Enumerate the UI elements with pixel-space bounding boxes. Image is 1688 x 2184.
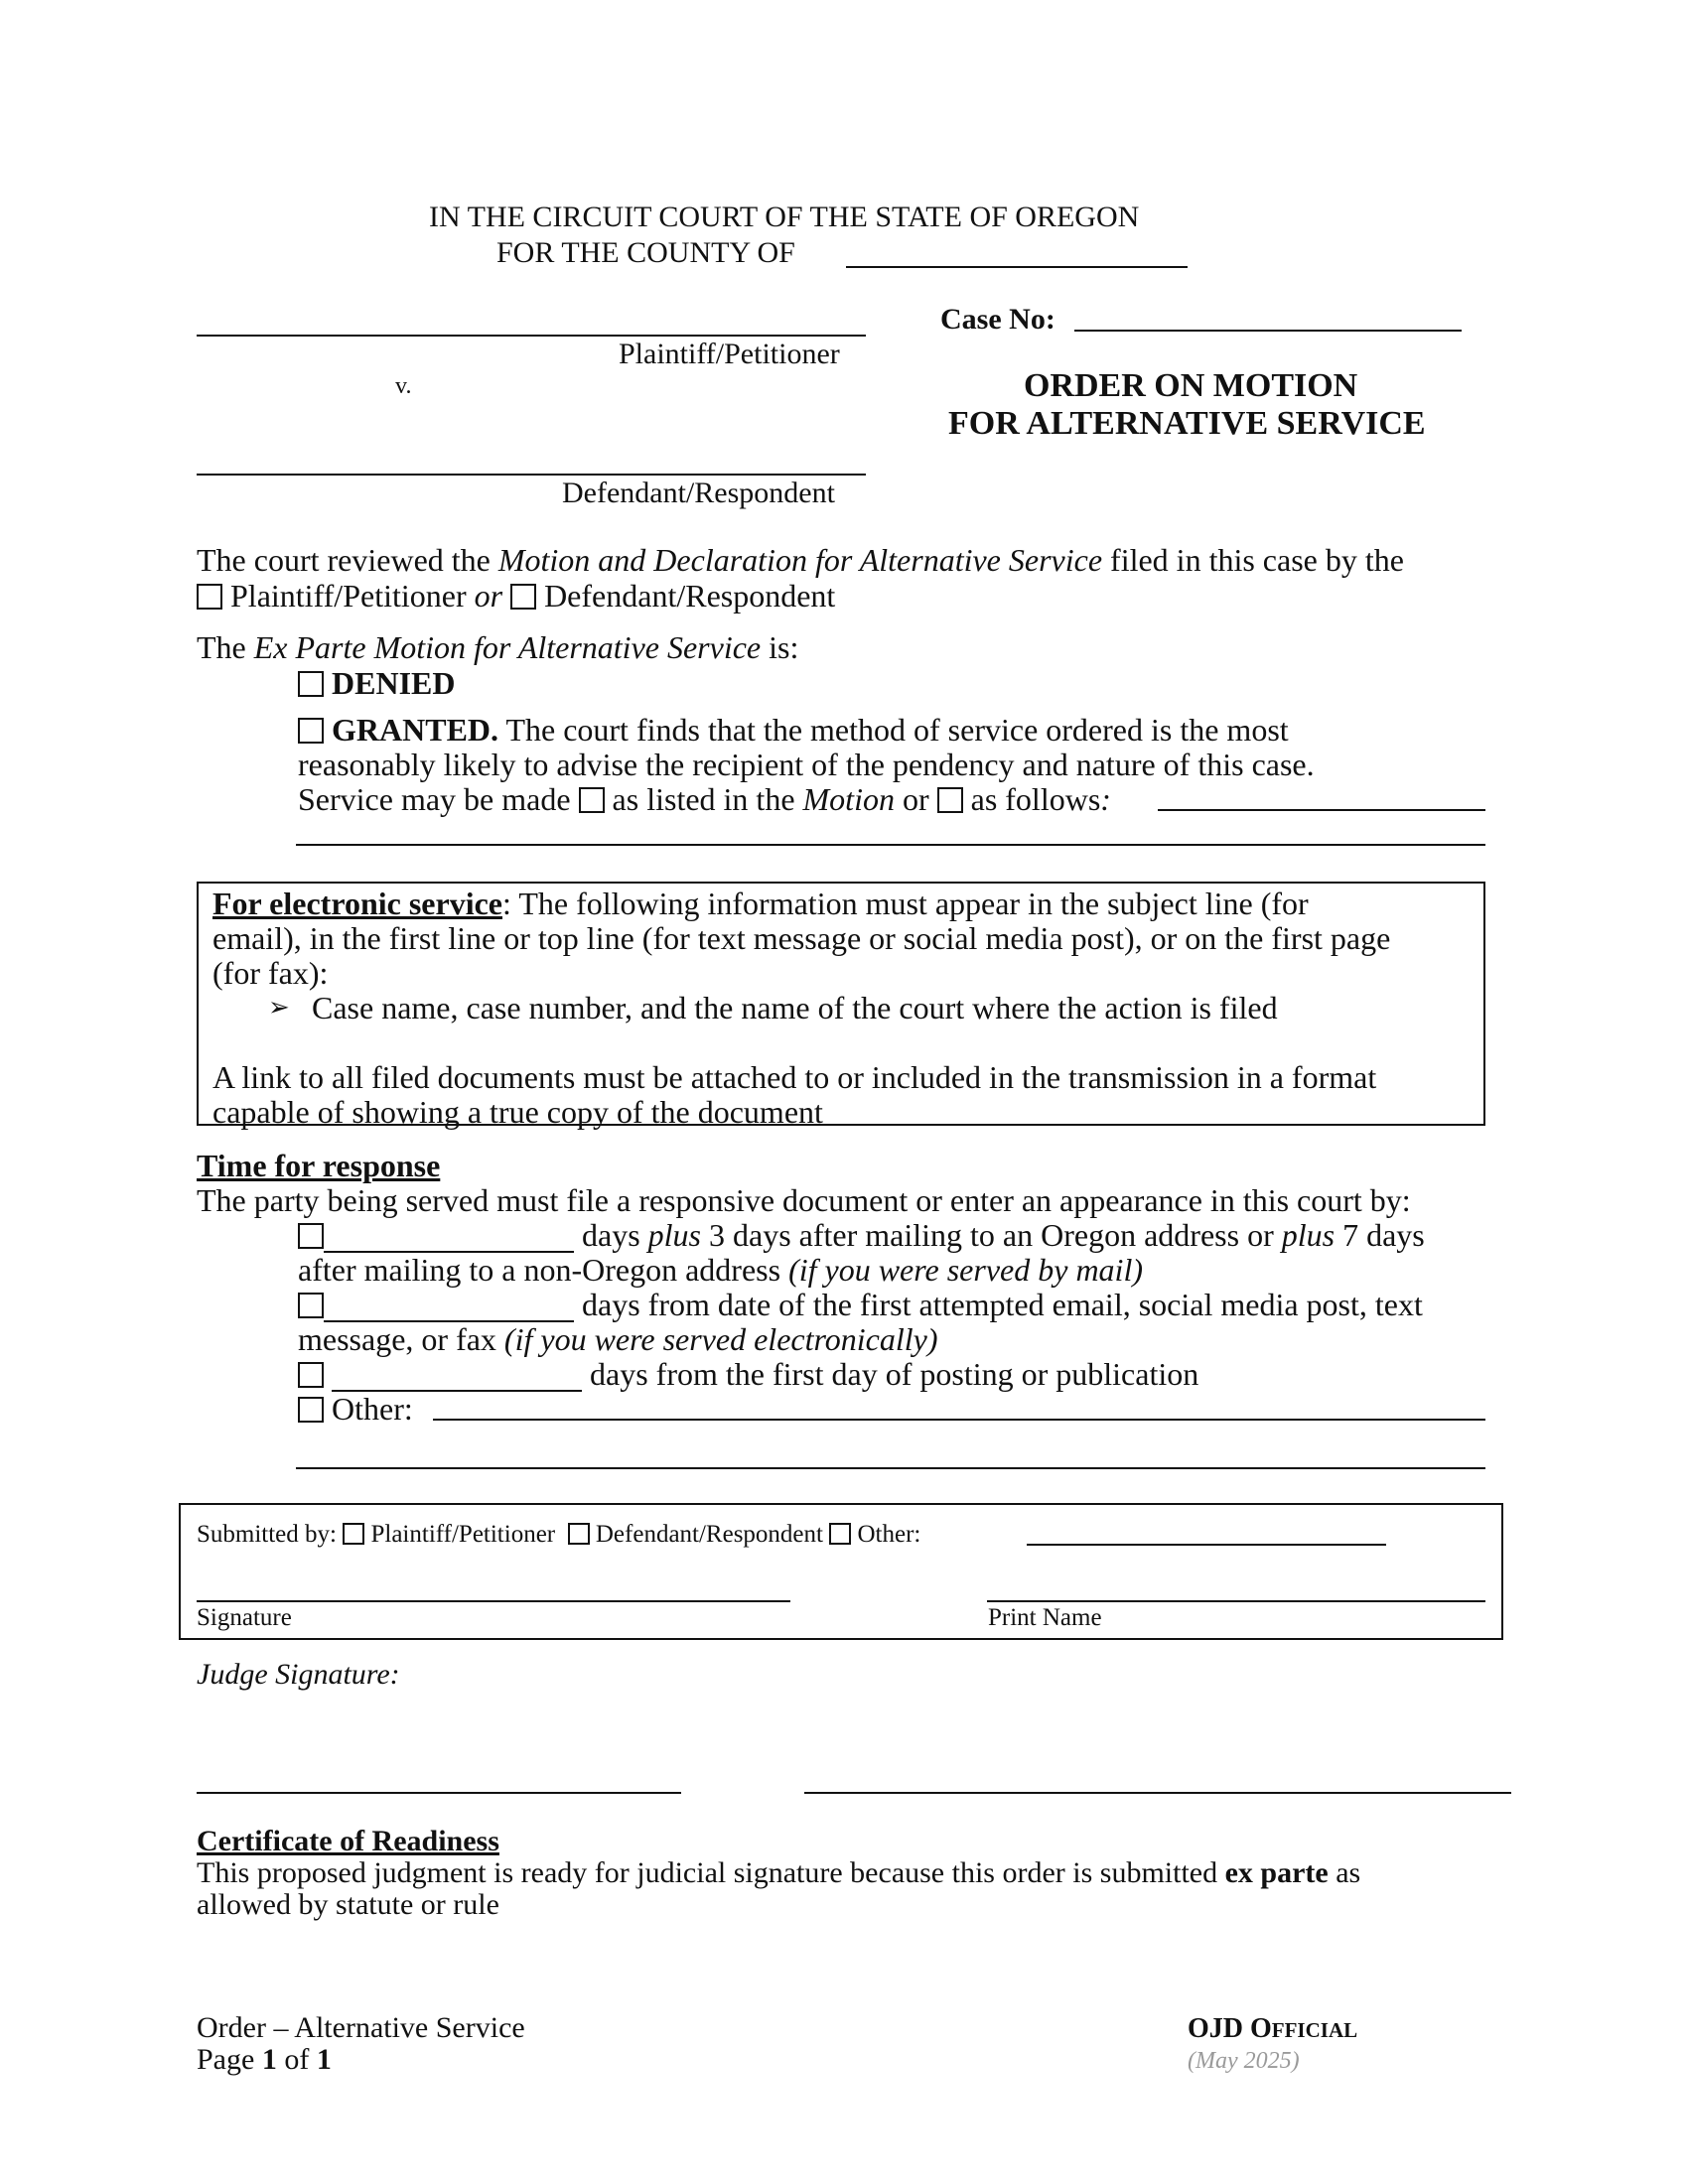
as-follows-field-line2[interactable] <box>296 844 1485 846</box>
judge-signature-line-left[interactable] <box>197 1792 681 1794</box>
judge-signature-line-right[interactable] <box>804 1792 1511 1794</box>
title-line1: ORDER ON MOTION <box>1024 367 1358 404</box>
service-method-line: Service may be made as listed in the Motion or as follows: <box>298 781 1111 817</box>
certificate-line2: allowed by statute or rule <box>197 1888 499 1921</box>
electronic-service-line3: (for fax): <box>212 955 329 991</box>
electronic-link-line1: A link to all filed documents must be attached to or included in the transmission in a format <box>212 1059 1377 1095</box>
review-line2: Plaintiff/Petitioner or Defendant/Respondent <box>197 578 835 614</box>
defendant-label: Defendant/Respondent <box>562 477 835 509</box>
as-listed-checkbox[interactable] <box>579 787 605 813</box>
plaintiff-label: Plaintiff/Petitioner <box>619 338 840 370</box>
electronic-link-line2: capable of showing a true copy of the document <box>212 1094 823 1130</box>
time-response-intro: The party being served must file a responsive document or enter an appearance in this court by: <box>197 1182 1411 1218</box>
footer-revision-date: (May 2025) <box>1188 2048 1300 2074</box>
review-line1: The court reviewed the Motion and Declaration for Alternative Service filed in this case by the <box>197 542 1404 578</box>
mail-days-checkbox[interactable] <box>298 1223 324 1249</box>
electronic-service-line1: For electronic service: The following information must appear in the subject line (for <box>212 886 1309 921</box>
electronic-service-heading: For electronic service <box>212 886 502 921</box>
bullet-arrow-icon: ➢ <box>268 993 290 1022</box>
electronic-service-bullet: Case name, case number, and the name of the court where the action is filed <box>312 990 1278 1025</box>
submitted-other-checkbox[interactable] <box>829 1523 851 1545</box>
posting-option: days from the first day of posting or publication <box>298 1356 1198 1392</box>
plaintiff-checkbox[interactable] <box>197 584 222 610</box>
granted-option: GRANTED. The court finds that the method of service ordered is the most <box>298 712 1289 748</box>
time-response-heading: Time for response <box>197 1148 441 1183</box>
submitter-print-name-line[interactable] <box>987 1600 1485 1602</box>
mail-days-field[interactable] <box>324 1223 574 1253</box>
electronic-option-line1: days from date of the first attempted email, social media post, text <box>298 1287 1423 1322</box>
footer-page-number: Page 1 of 1 <box>197 2043 332 2076</box>
other-checkbox[interactable] <box>298 1397 324 1423</box>
granted-text-line2: reasonably likely to advise the recipient of the pendency and nature of this case. <box>298 747 1315 782</box>
other-field-line2[interactable] <box>296 1467 1485 1469</box>
case-no-field-line[interactable] <box>1074 330 1462 332</box>
court-county-label: FOR THE COUNTY OF <box>496 236 795 269</box>
submitted-by-line: Submitted by: Plaintiff/Petitioner Defendant/Respondent Other: <box>197 1521 921 1548</box>
footer-form-name: Order – Alternative Service <box>197 2011 525 2044</box>
granted-checkbox[interactable] <box>298 718 324 744</box>
as-follows-field-line1[interactable] <box>1158 809 1485 811</box>
title-line2: FOR ALTERNATIVE SERVICE <box>948 405 1426 442</box>
denied-checkbox[interactable] <box>298 671 324 697</box>
plaintiff-name-line[interactable] <box>197 335 866 337</box>
certificate-heading: Certificate of Readiness <box>197 1825 499 1857</box>
submitted-defendant-checkbox[interactable] <box>568 1523 590 1545</box>
posting-days-checkbox[interactable] <box>298 1362 324 1388</box>
motion-status-intro: The Ex Parte Motion for Alternative Service is: <box>197 629 799 665</box>
county-field-line[interactable] <box>846 266 1188 268</box>
other-option: Other: <box>298 1391 413 1427</box>
submitted-other-field[interactable] <box>1027 1544 1386 1546</box>
defendant-name-line[interactable] <box>197 474 866 476</box>
court-name-line1: IN THE CIRCUIT COURT OF THE STATE OF OREGON <box>429 201 1140 233</box>
versus-label: v. <box>395 373 412 399</box>
as-follows-checkbox[interactable] <box>937 787 963 813</box>
footer-ojd-official: OJD OFFICIAL <box>1188 2013 1358 2044</box>
judge-signature-label: Judge Signature: <box>197 1658 400 1691</box>
certificate-line1: This proposed judgment is ready for judicial signature because this order is submitted ex parte as <box>197 1856 1361 1889</box>
electronic-days-field[interactable] <box>324 1293 574 1322</box>
electronic-days-checkbox[interactable] <box>298 1293 324 1318</box>
posting-days-field[interactable] <box>332 1362 582 1392</box>
submitter-signature-line[interactable] <box>197 1600 790 1602</box>
signature-label: Signature <box>197 1604 292 1631</box>
electronic-service-line2: email), in the first line or top line (for text message or social media post), or on the first page <box>212 920 1391 956</box>
other-field-line1[interactable] <box>433 1419 1485 1421</box>
case-no-label: Case No: <box>940 303 1055 336</box>
mail-option-line2: after mailing to a non-Oregon address (if you were served by mail) <box>298 1252 1143 1288</box>
defendant-checkbox[interactable] <box>510 584 536 610</box>
electronic-option-line2: message, or fax (if you were served electronically) <box>298 1321 938 1357</box>
mail-option-line1: days plus 3 days after mailing to an Oregon address or plus 7 days <box>298 1217 1425 1253</box>
print-name-label: Print Name <box>988 1604 1102 1631</box>
denied-option: DENIED <box>298 665 455 701</box>
submitted-plaintiff-checkbox[interactable] <box>343 1523 364 1545</box>
